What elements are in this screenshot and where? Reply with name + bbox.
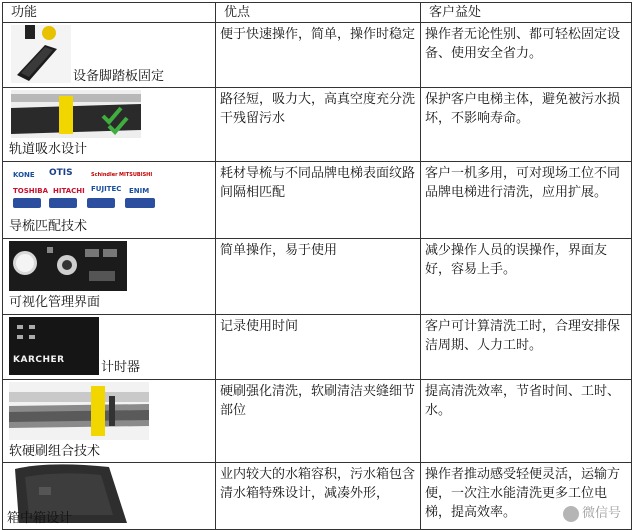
- watermark-text: 微信号: [581, 506, 621, 521]
- brand-label: KONE: [13, 171, 35, 179]
- header-advantage: 优点: [216, 3, 421, 23]
- advantage-cell: 硬刷强化清洗，软刷清洁夹缝细节部位: [216, 380, 421, 463]
- header-row: [3, 3, 632, 23]
- brand-label: KARCHER: [13, 355, 65, 365]
- advantage-cell: 业内较大的水箱容积，污水箱包含清水箱特殊设计，减凑外形，: [216, 463, 421, 530]
- feature-label: 设备脚踏板固定: [73, 69, 165, 84]
- table-row: [3, 463, 632, 530]
- benefit-cell: 客户一机多用，可对现场工位不同品牌电梯进行清洗，应用扩展。: [421, 162, 632, 239]
- feature-cell: [3, 88, 216, 162]
- advantage-cell: 简单操作，易于使用: [216, 239, 421, 315]
- control-panel-photo-icon: [9, 241, 127, 291]
- advantage-cell: 耗材导梳与不同品牌电梯表面纹路间隔相匹配: [216, 162, 421, 239]
- benefit-text: 操作者推动感受轻便灵活，运输方便，一次注水能清洗更多工位电梯，提高效率。: [425, 467, 621, 520]
- feature-label: 导梳匹配技术: [9, 219, 88, 234]
- table-row: [3, 239, 632, 315]
- feature-cell: [3, 162, 216, 239]
- brand-label: HITACHI: [53, 187, 85, 195]
- feature-cell: [3, 315, 216, 380]
- table-row: [3, 162, 632, 239]
- benefit-cell: 减少操作人员的误操作，界面友好，容易上手。: [421, 239, 632, 315]
- feature-cell: [3, 23, 216, 88]
- header-benefit: 客户益处: [421, 3, 632, 23]
- benefit-cell: 保护客户电梯主体，避免被污水损坏，不影响寿命。: [421, 88, 632, 162]
- benefit-cell: [421, 463, 632, 530]
- feature-label: 计时器: [101, 360, 141, 375]
- benefit-cell: 提高清洗效率，节省时间、工时、水。: [421, 380, 632, 463]
- header-feature: 功能: [3, 3, 216, 23]
- brand-label: ENIM: [129, 187, 150, 195]
- feature-cell: [3, 239, 216, 315]
- table-row: [3, 315, 632, 380]
- brush-combo-photo-icon: [9, 382, 149, 440]
- table-row: [3, 88, 632, 162]
- feature-label: 箱中箱设计: [7, 511, 73, 526]
- watermark: [563, 504, 621, 523]
- brand-label: Schindler: [91, 172, 118, 178]
- brand-label: MITSUBISHI: [119, 172, 153, 178]
- feature-label: 轨道吸水设计: [9, 142, 88, 157]
- benefit-cell: 客户可计算清洗工时，合理安排保洁周期、人力工时。: [421, 315, 632, 380]
- brand-label: FUJITEC: [91, 185, 122, 193]
- feature-label: 软硬刷组合技术: [9, 444, 101, 459]
- advantage-cell: 便于快速操作，简单，操作时稳定: [216, 23, 421, 88]
- feature-cell: [3, 380, 216, 463]
- brand-combs-photo-icon: [9, 164, 169, 214]
- table-row: [3, 23, 632, 88]
- wechat-icon: [563, 506, 579, 522]
- feature-table: [2, 2, 632, 530]
- feature-label: 可视化管理界面: [9, 295, 101, 310]
- timer-panel-photo-icon: [9, 317, 99, 375]
- brand-label: TOSHIBA: [13, 187, 48, 195]
- brand-label: OTIS: [49, 168, 73, 178]
- feature-cell: [3, 463, 216, 530]
- advantage-cell: 记录使用时间: [216, 315, 421, 380]
- benefit-cell: 操作者无论性别、都可轻松固定设备、使用安全省力。: [421, 23, 632, 88]
- foot-pedal-photo-icon: [11, 25, 71, 83]
- advantage-cell: 路径短，吸力大，高真空度充分洗干残留污水: [216, 88, 421, 162]
- table-row: [3, 380, 632, 463]
- track-suction-photo-icon: [11, 90, 141, 138]
